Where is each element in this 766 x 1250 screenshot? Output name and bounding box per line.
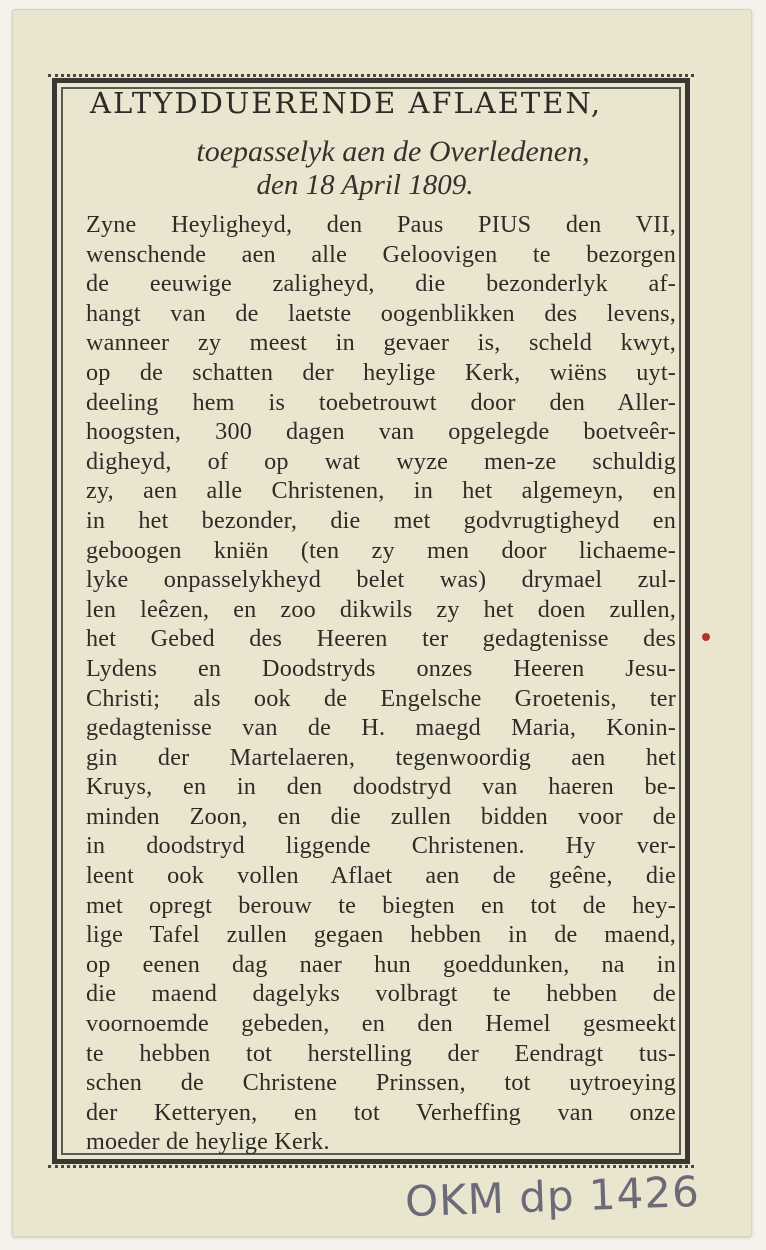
body-line: voornoemde gebeden, en den Hemel gesmeekt <box>86 1010 676 1038</box>
body-line: op de schatten der heylige Kerk, wiëns uyt- <box>86 358 676 386</box>
body-line: Christi; als ook de Engelsche Groetenis, ter <box>86 684 676 712</box>
body-line: Lydens en Doodstryds onzes Heeren Jesu- <box>86 654 676 682</box>
body-line: Zyne Heyligheyd, den Paus PIUS den VII, <box>86 211 676 238</box>
document-subtitle: toepasselyk aen de Overledenen, <box>196 135 590 168</box>
body-line: gedagtenisse van de H. maegd Maria, Konin- <box>86 714 676 742</box>
body-line: deeling hem is toebetrouwt door den Aller- <box>86 388 676 416</box>
body-line: het Gebed des Heeren ter gedagtenisse des <box>86 625 676 653</box>
body-line: moeder de heylige Kerk. <box>86 1128 330 1156</box>
body-line: gin der Martelaeren, tegenwoordig aen het <box>86 743 676 771</box>
body-text <box>86 210 676 1157</box>
red-ink-spot <box>702 633 710 641</box>
body-line: in het bezonder, die met godvrugtigheyd en <box>86 506 676 534</box>
body-line: leent ook vollen Aflaet aen de geêne, die <box>86 862 676 890</box>
document-title: ALTYDDUERENDE AFLAETEN, <box>90 86 603 120</box>
body-line: wanneer zy meest in gevaer is, scheld kwyt, <box>86 329 676 357</box>
body-line: zy, aen alle Christenen, in het algemeyn, en <box>86 477 676 505</box>
body-line: hangt van de laetste oogenblikken des levens, <box>86 299 676 327</box>
body-line: lige Tafel zullen gegaen hebben in de maend, <box>86 921 676 949</box>
body-line: hoogsten, 300 dagen van opgelegde boetveêr- <box>86 418 676 446</box>
document-date: den 18 April 1809. <box>256 169 474 201</box>
body-line: schen de Christene Prinssen, tot uytroeying <box>86 1069 676 1097</box>
body-line: digheyd, of op wat wyze men-ze schuldig <box>86 447 676 475</box>
body-line: len leêzen, en zoo dikwils zy het doen zullen, <box>86 595 676 623</box>
inventory-number: OKM dp 1426 <box>404 1166 701 1227</box>
body-line: op eenen dag naer hun goeddunken, na in <box>86 950 676 978</box>
body-line: geboogen kniën (ten zy men door lichaeme- <box>86 536 676 564</box>
body-line: lyke onpasselykheyd belet was) drymael zul- <box>86 566 676 594</box>
body-line: te hebben tot herstelling der Eendragt tus- <box>86 1039 676 1067</box>
body-line: met opregt berouw te biegten en tot de hey- <box>86 891 676 919</box>
body-line: in doodstryd liggende Christenen. Hy ver- <box>86 832 676 860</box>
body-line: de eeuwige zaligheyd, die bezonderlyk af- <box>86 270 676 298</box>
body-line: Kruys, en in den doodstryd van haeren be- <box>86 773 676 801</box>
body-line: die maend dagelyks volbragt te hebben de <box>86 980 676 1008</box>
body-line: minden Zoon, en die zullen bidden voor de <box>86 802 676 830</box>
body-line: wenschende aen alle Geloovigen te bezorgen <box>86 240 676 268</box>
body-line: der Ketteryen, en tot Verheffing van onze <box>86 1098 676 1126</box>
